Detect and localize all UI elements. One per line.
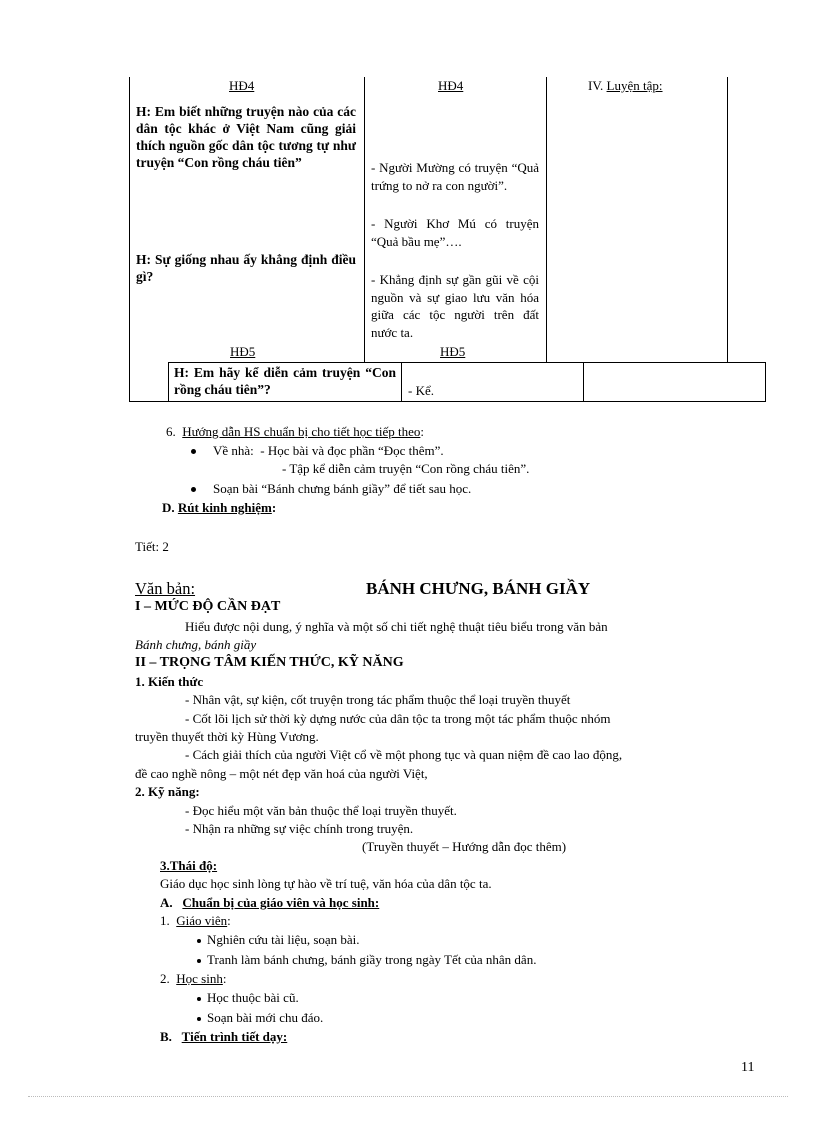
guide-heading: 6. Hướng dẫn HS chuẩn bị cho tiết học tiếp theo:: [166, 424, 424, 439]
period-label: Tiết: 2: [135, 539, 169, 554]
student-item-1: Học thuộc bài cũ.: [197, 990, 299, 1006]
knowledge-3b: đề cao nghề nông – một nét đẹp văn hoá của người Việt,: [135, 766, 428, 781]
practice-label: IV. Luyện tập:: [588, 78, 663, 93]
section-1-line-2: Bánh chưng, bánh giầy: [135, 637, 257, 652]
answer-khomu: - Người Khơ Mú có truyện “Quả bầu mẹ”….: [371, 216, 539, 249]
hd5-mid-label: HĐ5: [440, 344, 466, 359]
skill-3: (Truyền thuyết – Hướng dẫn đọc thêm): [362, 839, 567, 854]
answer-muong: - Người Mường có truyện “Quả trứng to nở ra con người”.: [371, 160, 539, 193]
experience-heading: D. Rút kinh nghiệm:: [162, 500, 277, 515]
question-2: H: Sự giống nhau ấy khẳng định điều gì?: [136, 252, 356, 284]
skills-title: 2. Kỹ năng:: [135, 784, 200, 799]
home-line-1: Về nhà: - Học bài và đọc phần “Đọc thêm”.: [213, 443, 444, 458]
bullet-icon: [191, 449, 196, 454]
hd4-left-label: HĐ4: [229, 78, 255, 93]
teacher-item-2: Tranh làm bánh chưng, bánh giầy trong ngày Tết của nhân dân.: [197, 952, 536, 968]
bullet-icon: [197, 959, 201, 963]
prepare-line: Soạn bài “Bánh chưng bánh giầy” để tiết sau học.: [213, 481, 472, 496]
home-line-2: - Tập kể diễn cảm truyện “Con rồng cháu tiên”.: [282, 461, 530, 476]
skill-2: - Nhận ra những sự việc chính trong truyện.: [185, 821, 414, 836]
student-heading: 2. Học sinh:: [160, 971, 227, 986]
attitude-title: 3.Thái độ:: [160, 858, 218, 873]
knowledge-2b: truyền thuyết thời kỳ Hùng Vương.: [135, 729, 319, 744]
hd5-left-label: HĐ5: [230, 344, 256, 359]
teacher-item-1: Nghiên cứu tài liệu, soạn bài.: [197, 932, 360, 948]
hd4-mid-label: HĐ4: [438, 78, 464, 93]
section-1-line-1: Hiểu được nội dung, ý nghĩa và một số chi tiết nghệ thuật tiêu biểu trong văn bản: [185, 619, 608, 634]
knowledge-2a: - Cốt lõi lịch sử thời kỳ dựng nước của dân tộc ta trong một tác phẩm thuộc nhóm: [185, 711, 611, 726]
knowledge-3a: - Cách giải thích của người Việt cổ về một phong tục và quan niệm đề cao lao động,: [185, 747, 623, 762]
bullet-icon: [197, 939, 201, 943]
section-1-heading: I – MỨC ĐỘ CẦN ĐẠT: [135, 599, 281, 614]
knowledge-title: 1. Kiến thức: [135, 674, 204, 689]
section-a-heading: A. Chuẩn bị của giáo viên và học sinh:: [160, 895, 380, 910]
skill-1: - Đọc hiểu một văn bản thuộc thể loại truyền thuyết.: [185, 803, 457, 818]
page-divider: [28, 1096, 788, 1097]
bullet-icon: [197, 1017, 201, 1021]
lesson-title: BÁNH CHƯNG, BÁNH GIẦY: [366, 579, 591, 598]
answer-tell: - Kể.: [408, 383, 434, 398]
student-item-2: Soạn bài mới chu đáo.: [197, 1010, 323, 1026]
knowledge-1: - Nhân vật, sự kiện, cốt truyện trong tác phẩm thuộc thể loại truyền thuyết: [185, 692, 571, 707]
page-number: 11: [741, 1060, 755, 1075]
section-2-heading: II – TRỌNG TÂM KIẾN THỨC, KỸ NĂNG: [135, 655, 404, 670]
bullet-icon: [197, 997, 201, 1001]
section-b-heading: B. Tiến trình tiết dạy:: [160, 1029, 288, 1044]
teacher-heading: 1. Giáo viên:: [160, 913, 231, 928]
bullet-icon: [191, 487, 196, 492]
answer-affirm: - Khẳng định sự gần gũi về cội nguồn và sự giao lưu văn hóa giữa các tộc người trên đất nước ta.: [371, 272, 539, 340]
question-3: H: Em hãy kể diễn cảm truyện “Con rồng cháu tiên”?: [174, 365, 396, 397]
text-label: Văn bản:: [135, 579, 196, 598]
attitude-text: Giáo dục học sinh lòng tự hào về trí tuệ, văn hóa của dân tộc ta.: [160, 876, 492, 891]
question-1: H: Em biết những truyện nào của các dân tộc khác ở Việt Nam cũng giải thích nguồn gốc dân tộc tương tự như truyện “Con rồng cháu tiên”: [136, 104, 356, 170]
